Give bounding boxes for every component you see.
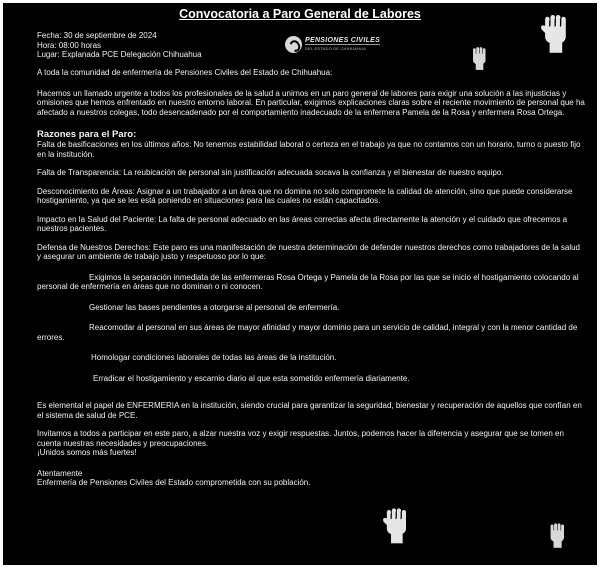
flyer-document (3, 3, 597, 565)
logo-name: PENSIONES CIVILES (305, 37, 381, 44)
demand-item: Exigimos la separación inmediata de las enfermeras Rosa Ortega y Pamela de la Rosa por las que se inicio el hostigamiento colocando al personal de enfermería en áreas que no dominan o ni conocen. (37, 272, 579, 291)
raised-fist-icon (545, 521, 569, 549)
closing-paragraph: Invitamos a todos a participar en este paro, a alzar nuestra voz y exigir respuestas. Juntos, podemos hacer la diferencia y asegurar que se tomen en cuenta nuestras necesidades y preocupaciones. (37, 429, 564, 448)
reason-item: Desconocimiento de Áreas: Asignar a un trabajador a un área que no domina no solo compromete la calidad de atención, sino que puede considerarse hostigamiento, ya que se les está poniendo en situaciones para las cuales no están capacitados. (37, 186, 573, 205)
document-title: Convocatoria a Paro General de Labores (179, 7, 421, 21)
demand-item: Homologar condiciones laborales de todas las áreas de la institución. (91, 353, 337, 362)
closing-paragraph: Es elemental el papel de ENFERMERIA en la institución, siendo crucial para garantizar la seguridad, bienestar y recuperación de aquellos que confían en el sistema de salud de PCE. (37, 401, 582, 420)
intro-paragraph: Hacemos un llamado urgente a todos los profesionales de la salud a unirnos en un paro general de labores para exigir una solución a las injusticias y omisiones que hemos enfrentado en nuestro entorno laboral. En particular, exigimos explicaciones claras sobre el reciente movimiento de personal que ha afectado a nuestros colegas, todo desencadenado por el comportamiento inadecuado de la enfermera Pamela de la Rosa y enfermera Rosa Ortega. (37, 88, 585, 117)
document-body (37, 68, 585, 488)
logo-subtitle: DEL ESTADO DE CHIHUAHUA (305, 44, 380, 52)
slogan: ¡Unidos somos más fuertes! (37, 448, 137, 457)
pensiones-civiles-logo (285, 36, 380, 53)
greeting: A toda la comunidad de enfermería de Pensiones Civiles del Estado de Chihuahua: (37, 68, 333, 77)
reason-item: Falta de basificaciones en los últimos años: No tenemos estabilidad laboral o certeza en el trabajo ya que no contamos con un horario, turno o puesto fijo en la institución. (37, 140, 581, 159)
reason-item: Falta de Transparencia: La reubicación de personal sin justificación adecuada socava la confianza y el bienestar de nuestro equipo. (37, 168, 504, 177)
raised-fist-icon (537, 11, 573, 55)
demand-item: Gestionar las bases pendientes a otorgarse al personal de enfermería. (89, 302, 340, 312)
pensiones-logo-icon (285, 36, 302, 53)
signature: Enfermería de Pensiones Civiles del Estado comprometida con su población. (37, 478, 311, 487)
reasons-heading: Razones para el Paro: (37, 129, 137, 140)
raised-fist-icon (379, 505, 413, 545)
reason-item: Defensa de Nuestros Derechos: Este paro es una manifestación de nuestra determinación de defender nuestros derechos como trabajadores de la salud y asegurar un ambiente de trabajo justo y respetuoso por lo que: (37, 242, 580, 261)
event-time: Hora: 08:00 horas (37, 40, 102, 50)
event-details (37, 31, 202, 60)
demand-item: Erradicar el hostigamiento y escarnio diario al que esta sometido enfermería diariamente. (93, 373, 410, 383)
signoff: Atentamente (37, 468, 83, 478)
reason-item: Impacto en la Salud del Paciente: La falta de personal adecuado en las áreas correctas afecta directamente la atención y el cuidado que ofrecemos a nuestros pacientes. (37, 214, 568, 233)
event-location: Lugar: Explanada PCE Delegación Chihuahua (37, 50, 202, 59)
event-date: Fecha: 30 de septiembre de 2024 (37, 31, 157, 40)
demand-item: Reacomodar al personal en sus áreas de mayor afinidad y mayor dominio para un servicio de calidad, integral y con la menor cantidad de errores. (37, 323, 578, 342)
